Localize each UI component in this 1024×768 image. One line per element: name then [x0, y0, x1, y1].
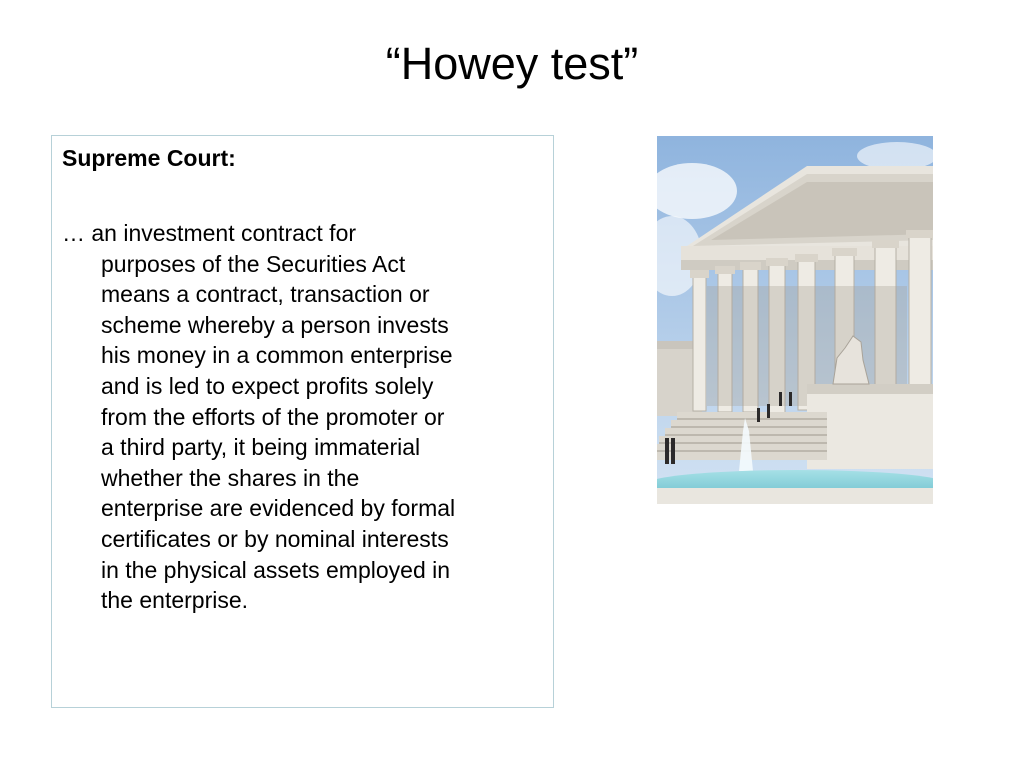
quote-line: scheme whereby a person invests: [101, 311, 449, 338]
quote-line: whether the shares in the: [101, 464, 360, 491]
quote-line: means a contract, transaction or: [101, 281, 430, 308]
supreme-court-photo: [657, 136, 933, 504]
quote-text-box: [51, 135, 554, 708]
quote-line: certificates or by nominal interests: [101, 525, 449, 552]
quote-line: enterprise are evidenced by formal: [101, 495, 456, 522]
quote-heading: Supreme Court:: [62, 145, 236, 171]
quote-line: a third party, it being immaterial: [101, 434, 421, 461]
quote-line: purposes of the Securities Act: [101, 250, 406, 277]
slide-title: “Howey test”: [385, 38, 639, 89]
quote-body: [62, 218, 542, 616]
quote-line: and is led to expect profits solely: [101, 372, 434, 399]
quote-line: … an investment contract for: [62, 220, 357, 246]
quote-line: in the physical assets employed in: [101, 556, 451, 583]
quote-line: the enterprise.: [101, 587, 249, 614]
quote-line: his money in a common enterprise: [101, 342, 453, 369]
quote-line: from the efforts of the promoter or: [101, 403, 445, 430]
